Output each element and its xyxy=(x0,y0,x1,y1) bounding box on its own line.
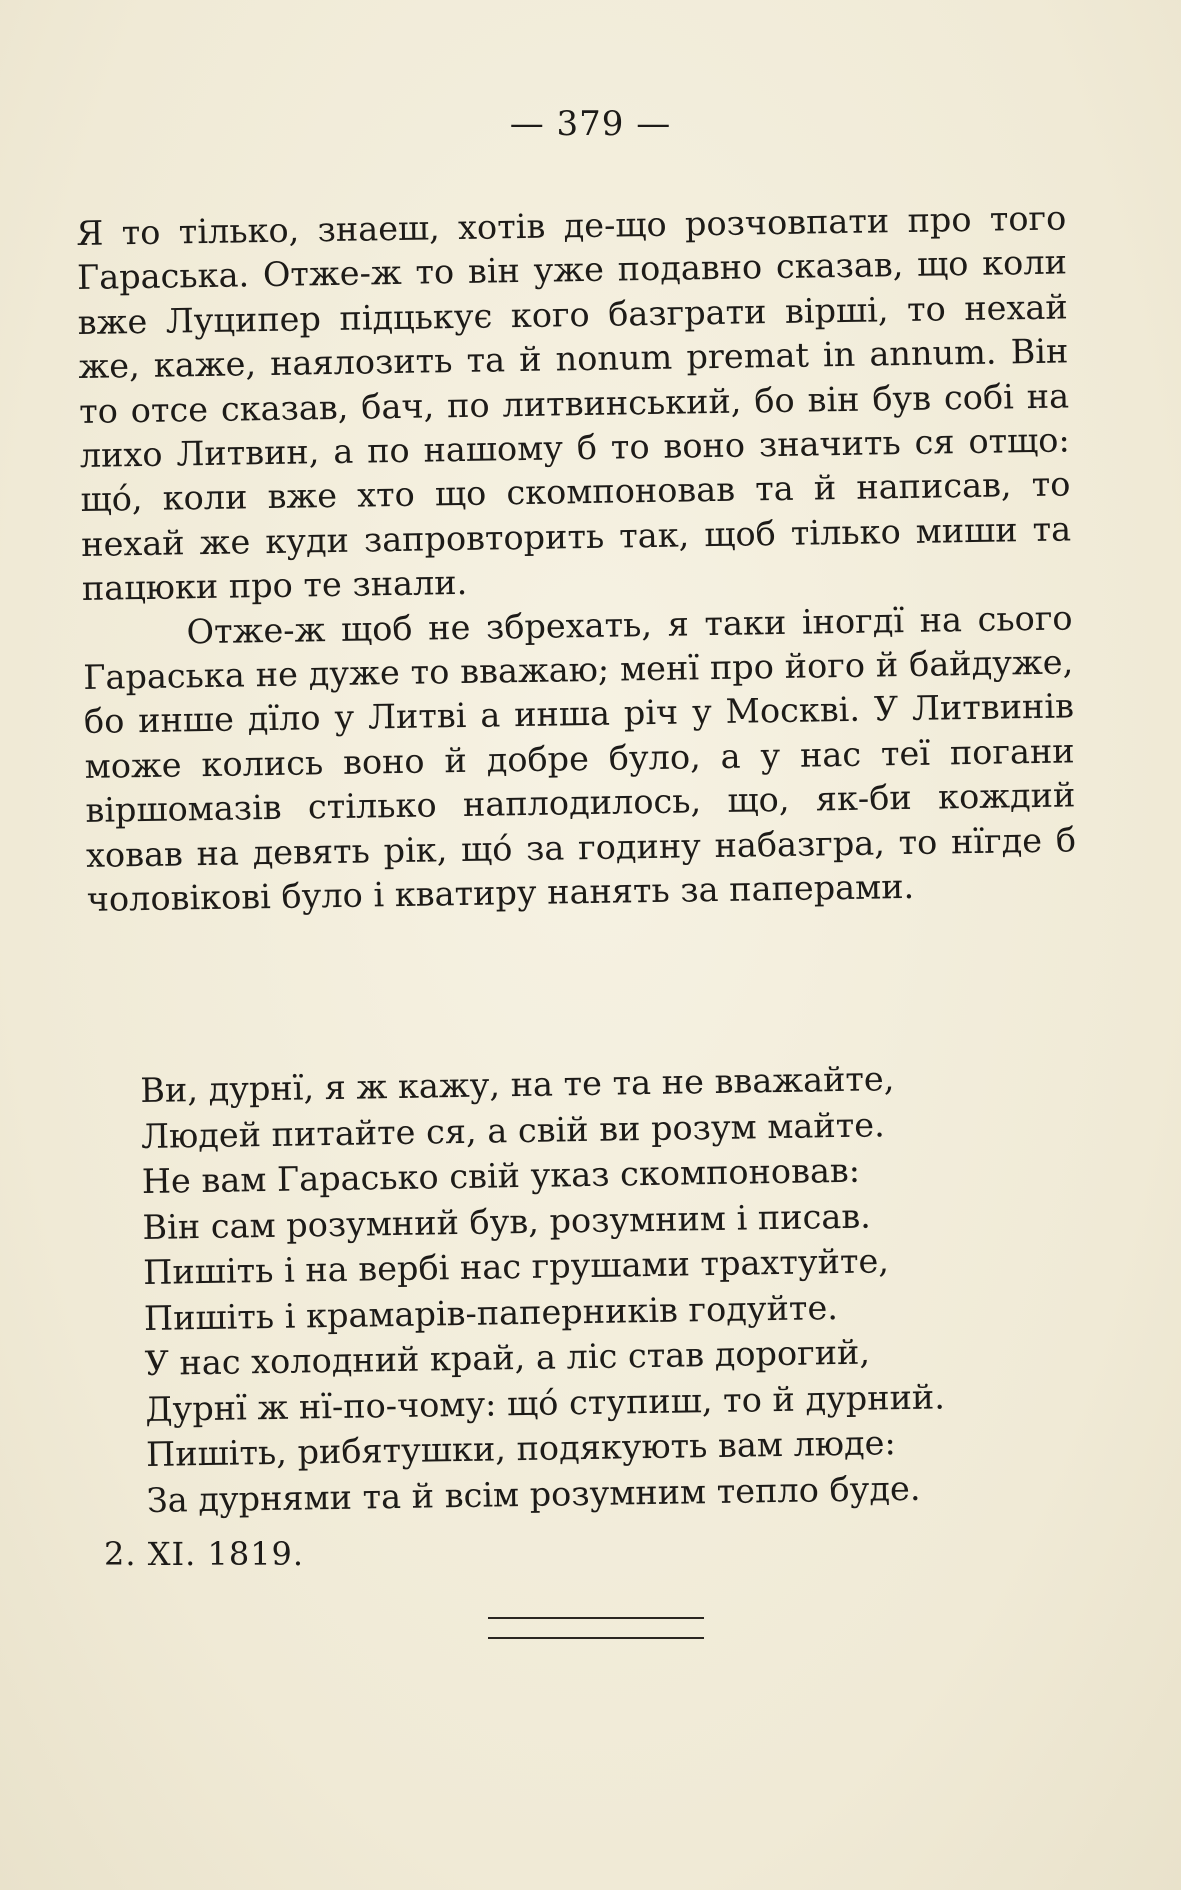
verse-stanza xyxy=(140,1053,1097,1523)
page-number: — 379 — xyxy=(509,104,672,144)
verse-line: Він сам розумний був, розумним і писав. xyxy=(142,1196,872,1247)
verse-line: Не вам Гарасько свій указ скомпоновав: xyxy=(141,1150,861,1201)
verse-line: Людей питайте ся, а свій ви розум майте. xyxy=(140,1104,885,1156)
verse-line: Пишіть і крамарів-паперників годуйте. xyxy=(143,1287,839,1338)
verse-line: За дурнями та й всім розумним тепло буде. xyxy=(146,1468,921,1520)
verse-line: Пишіть, рибятушки, подякують вам люде: xyxy=(145,1423,897,1474)
prose-text xyxy=(76,196,1077,922)
verse-line: Дурнї ж нї-по-чому: щó ступиш, то й дурний. xyxy=(145,1376,946,1429)
verse-line: Пишіть і на вербі нас грушами трахтуйте, xyxy=(142,1241,890,1292)
verse-line: Ви, дурнї, я ж кажу, на те та не вважайте, xyxy=(140,1059,895,1110)
verse-line: У нас холодний край, а ліс став дорогий, xyxy=(144,1332,871,1383)
paragraph: Отже-ж щоб не збрехать, я таки іногдї на сього Гараська не дуже то вважаю; менї про його й байдуже, бо инше дїло у Литві а инша річ у Москві. У Литвинів може колись воно й добре було, а у нас теї погани віршомазів стілько наплодилось, що, як-би кождий ховав на девять рік, щó за годину набазгра, то нїгде б чоловікові було і кватиру нанять за паперами. xyxy=(83,598,1077,920)
divider-rule xyxy=(488,1637,704,1639)
date-line: 2. XI. 1819. xyxy=(104,1535,305,1573)
paragraph: Я то тілько, знаеш, хотів де-що розчовпати про того Гараська. Отже-ж то він уже подавно сказав, що коли вже Луципер підцькує кого базграти вірші, то нехай же, каже, наялозить та й nonum premat in annum. Він то отсе сказав, бач, по литвинський, бо він був собі на лихо Литвин, а по нашому б то воно значить ся отщо: щó, коли вже хто що скомпоновав та й написав, то нехай же куди запровторить так, щоб тілько миши та пацюки про те знали. xyxy=(76,198,1072,609)
divider-rule xyxy=(488,1617,704,1619)
